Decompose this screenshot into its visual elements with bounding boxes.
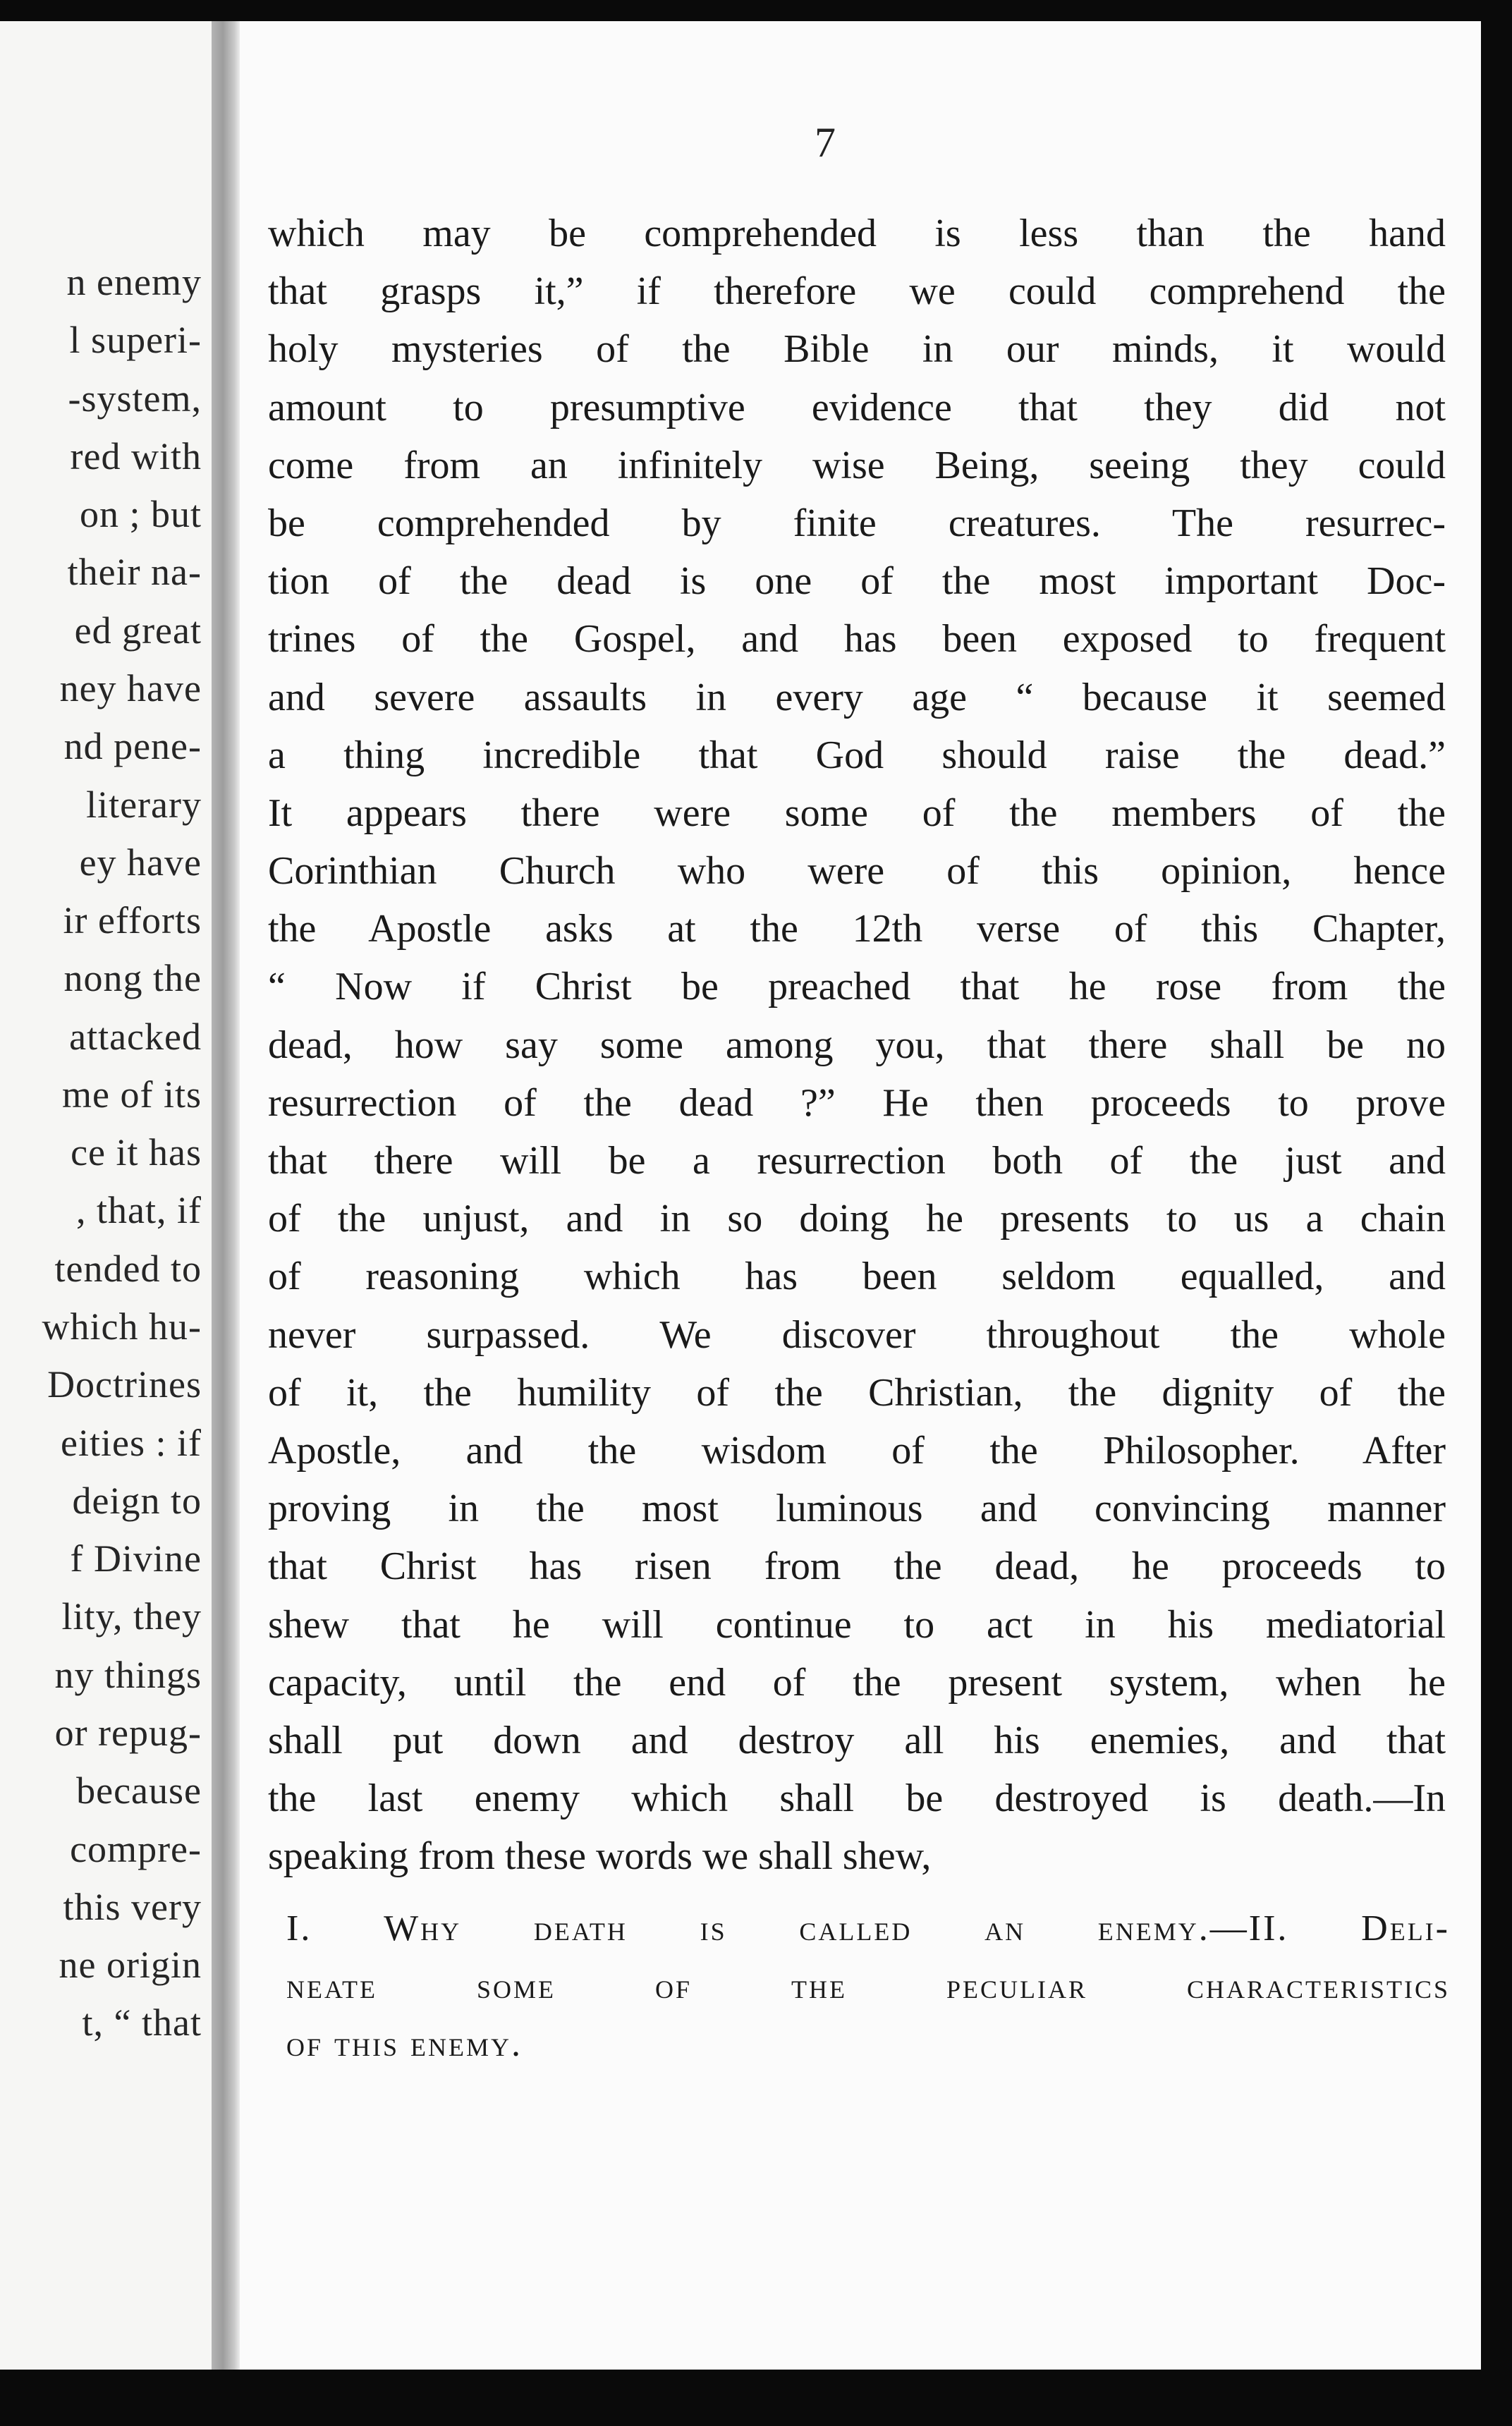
left-page-line-fragment: -system,: [68, 377, 202, 420]
section-heading: [286, 1900, 1450, 2074]
left-page-line-fragment: their na-: [67, 551, 202, 594]
body-text-line: tion of the dead is one of the most important Doc-: [268, 559, 1446, 604]
body-text-line: Apostle, and the wisdom of the Philosopher. After: [268, 1428, 1446, 1473]
left-page-line-fragment: Doctrines: [47, 1363, 202, 1406]
body-text-line: that Christ has risen from the dead, he proceeds to: [268, 1544, 1446, 1589]
body-text-line: that grasps it,” if therefore we could comprehend the: [268, 269, 1446, 314]
body-text-line: amount to presumptive evidence that they did not: [268, 385, 1446, 429]
body-text-line: never surpassed. We discover throughout the whole: [268, 1312, 1446, 1357]
body-text-line: holy mysteries of the Bible in our minds, it would: [268, 327, 1446, 372]
left-page-line-fragment: ey have: [79, 841, 202, 884]
left-page-line-fragment: n enemy: [66, 261, 202, 303]
body-text-line: trines of the Gospel, and has been exposed to frequent: [268, 617, 1446, 662]
body-text-line: of reasoning which has been seldom equalled, and: [268, 1255, 1446, 1299]
left-page-line-fragment: ne origin: [59, 1944, 202, 1987]
body-text-line: the last enemy which shall be destroyed is death.—In: [268, 1776, 1446, 1821]
left-page-line-fragment: t, “ that: [82, 2001, 202, 2044]
body-text: [268, 205, 1446, 1885]
body-text-line: Corinthian Church who were of this opinion, hence: [268, 849, 1446, 894]
heading-line: I. Why death is called an enemy.—II. Deli-: [286, 1908, 1450, 1949]
body-text-line: dead, how say some among you, that there shall be no: [268, 1023, 1446, 1067]
left-page-line-fragment: red with: [70, 434, 202, 477]
body-text-line: proving in the most luminous and convincing manner: [268, 1487, 1446, 1531]
page-number: 7: [815, 119, 836, 166]
body-text-line: It appears there were some of the members of the: [268, 791, 1446, 835]
left-page-line-fragment: l superi-: [69, 319, 202, 362]
body-text-line: shew that he will continue to act in his mediatorial: [268, 1602, 1446, 1647]
left-page-line-fragment: literary: [86, 783, 202, 826]
left-page-line-fragment: tended to: [54, 1247, 202, 1290]
left-page-line-fragment: attacked: [69, 1015, 202, 1058]
body-text-line: be comprehended by finite creatures. The resurrec-: [268, 501, 1446, 545]
body-text-line: of the unjust, and in so doing he presents to us a chain: [268, 1197, 1446, 1241]
left-page-line-fragment: ny things: [54, 1653, 202, 1696]
body-text-line: “ Now if Christ be preached that he rose from the: [268, 965, 1446, 1009]
left-page: [0, 21, 212, 2370]
left-page-line-fragment: f Divine: [70, 1537, 202, 1580]
body-text-line: the Apostle asks at the 12th verse of this Chapter,: [268, 907, 1446, 951]
left-page-line-fragment: nd pene-: [63, 725, 202, 768]
left-page-line-fragment: ney have: [59, 666, 202, 709]
left-page-line-fragment: lity, they: [61, 1595, 202, 1638]
left-page-line-fragment: , that, if: [76, 1189, 202, 1232]
left-page-line-fragment: compre-: [70, 1827, 202, 1870]
left-page-line-fragment: or repug-: [54, 1712, 202, 1754]
body-text-line: come from an infinitely wise Being, seeing they could: [268, 443, 1446, 487]
book-gutter: [212, 21, 240, 2370]
body-text-line: which may be comprehended is less than the hand: [268, 212, 1446, 255]
body-text-line: capacity, until the end of the present system, when he: [268, 1660, 1446, 1705]
body-text-line: that there will be a resurrection both of the just and: [268, 1139, 1446, 1183]
left-page-line-fragment: ed great: [74, 609, 202, 652]
heading-line: of this enemy.: [286, 2024, 523, 2065]
left-page-line-fragment: which hu-: [42, 1305, 202, 1348]
heading-line: neate some of the peculiar characteristics: [286, 1966, 1450, 2007]
body-text-line: speaking from these words we shall shew,: [268, 1834, 932, 1879]
body-text-line: and severe assaults in every age “ because it seemed: [268, 675, 1446, 719]
left-page-line-fragment: because: [76, 1769, 202, 1812]
left-page-line-fragment: ir efforts: [63, 899, 202, 942]
left-page-line-fragment: nong the: [63, 957, 202, 1000]
body-text-line: shall put down and destroy all his enemies, and that: [268, 1718, 1446, 1762]
left-page-line-fragment: ce it has: [71, 1131, 202, 1174]
body-text-line: of it, the humility of the Christian, the dignity of the: [268, 1370, 1446, 1415]
left-page-line-fragment: deign to: [72, 1479, 202, 1522]
left-page-line-fragment: this very: [63, 1885, 202, 1928]
left-page-line-fragment: me of its: [62, 1073, 202, 1116]
left-page-line-fragment: eities : if: [61, 1421, 202, 1464]
body-text-line: a thing incredible that God should raise the dead.”: [268, 733, 1446, 777]
left-page-line-fragment: on ; but: [79, 493, 202, 536]
body-text-line: resurrection of the dead ?” He then proceeds to prove: [268, 1080, 1446, 1125]
